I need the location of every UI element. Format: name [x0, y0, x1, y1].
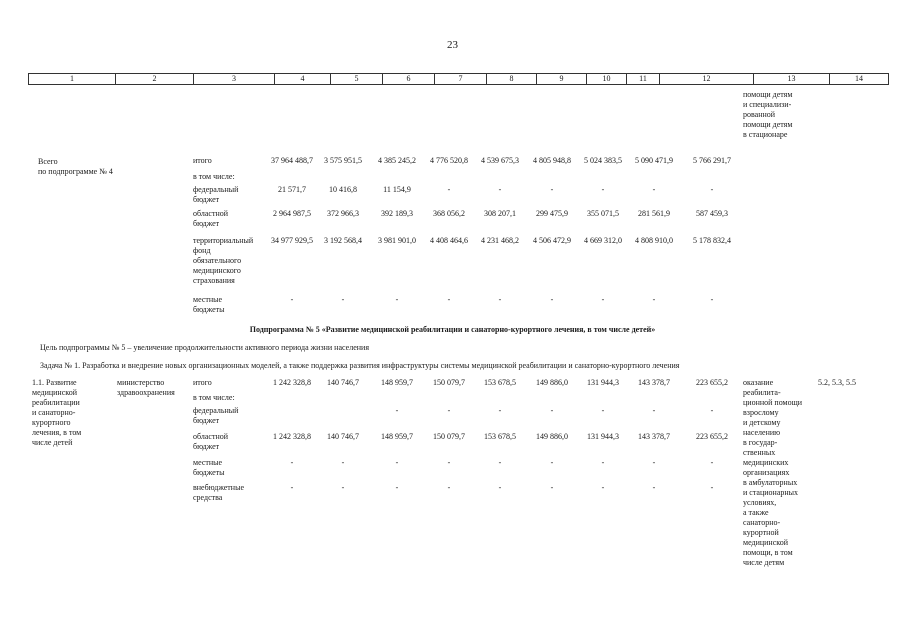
value-cell: -	[550, 483, 554, 492]
value-cell: 34 977 929,5	[271, 236, 313, 245]
value-cell: 368 056,2	[433, 209, 465, 218]
value-cell: 131 944,3	[587, 432, 619, 441]
column-number: 5	[331, 74, 383, 85]
value-cell: -	[652, 185, 656, 194]
value-cell: -	[395, 406, 399, 415]
value-cell: 140 746,7	[327, 378, 359, 387]
value-cell: 1 242 328,8	[273, 378, 311, 387]
value-cell: -	[710, 483, 714, 492]
source-label: областной бюджет	[193, 432, 229, 451]
value-cell: -	[341, 458, 345, 467]
value-cell: 3 981 901,0	[378, 236, 416, 245]
value-cell: 223 655,2	[696, 432, 728, 441]
column-number: 8	[487, 74, 537, 85]
item-indicators: 5.2, 5.3, 5.5	[818, 378, 856, 387]
value-cell: -	[447, 483, 451, 492]
continuation-result-text: помощи детям и специализи- рованной помощи детям в стационаре	[743, 90, 793, 139]
value-cell: -	[447, 295, 451, 304]
column-number: 1	[29, 74, 116, 85]
value-cell: -	[498, 295, 502, 304]
value-cell: 149 886,0	[536, 378, 568, 387]
column-number: 2	[116, 74, 194, 85]
value-cell: 4 539 675,3	[481, 156, 519, 165]
value-cell: -	[652, 458, 656, 467]
value-cell: -	[395, 483, 399, 492]
value-cell: 21 571,7	[278, 185, 306, 194]
value-cell: 4 231 468,2	[481, 236, 519, 245]
value-cell: 149 886,0	[536, 432, 568, 441]
value-cell: -	[550, 185, 554, 194]
column-number: 4	[275, 74, 331, 85]
value-cell: -	[498, 458, 502, 467]
value-cell: -	[290, 295, 294, 304]
value-cell: -	[341, 295, 345, 304]
source-label: в том числе:	[193, 393, 235, 402]
source-label: итого	[193, 156, 212, 165]
value-cell: 1 242 328,8	[273, 432, 311, 441]
value-cell: -	[395, 295, 399, 304]
value-cell: 587 459,3	[696, 209, 728, 218]
value-cell: 143 378,7	[638, 432, 670, 441]
value-cell: -	[710, 185, 714, 194]
value-cell: -	[498, 406, 502, 415]
value-cell: 392 189,3	[381, 209, 413, 218]
value-cell: -	[652, 483, 656, 492]
value-cell: -	[710, 458, 714, 467]
total-label: Всего по подпрограмме № 4	[38, 157, 113, 176]
value-cell: 281 561,9	[638, 209, 670, 218]
value-cell: -	[550, 406, 554, 415]
value-cell: -	[652, 406, 656, 415]
column-number: 12	[660, 74, 754, 85]
page-number: 23	[447, 39, 458, 51]
column-number: 6	[383, 74, 435, 85]
value-cell: 5 766 291,7	[693, 156, 731, 165]
goal-text: Цель подпрограммы № 5 – увеличение продолжительности активного периода жизни населения	[40, 343, 369, 352]
value-cell: -	[395, 458, 399, 467]
source-label: в том числе:	[193, 172, 235, 181]
value-cell: 150 079,7	[433, 432, 465, 441]
value-cell: 131 944,3	[587, 378, 619, 387]
value-cell: 10 416,8	[329, 185, 357, 194]
source-label: областной бюджет	[193, 209, 229, 228]
source-label: местные бюджеты	[193, 458, 225, 477]
column-number: 7	[435, 74, 487, 85]
value-cell: -	[601, 483, 605, 492]
value-cell: -	[447, 458, 451, 467]
column-number: 3	[194, 74, 275, 85]
value-cell: 37 964 488,7	[271, 156, 313, 165]
value-cell: -	[447, 406, 451, 415]
value-cell: 308 207,1	[484, 209, 516, 218]
column-number: 14	[830, 74, 889, 85]
value-cell: 150 079,7	[433, 378, 465, 387]
value-cell: 372 966,3	[327, 209, 359, 218]
task-text: Задача № 1. Разработка и внедрение новых организационных моделей, а также поддержка развития инфраструктуры системы медицинской реабилитации и санаторно-курортного лечения	[40, 361, 680, 370]
value-cell: 148 959,7	[381, 378, 413, 387]
value-cell: 153 678,5	[484, 432, 516, 441]
column-number: 13	[754, 74, 830, 85]
value-cell: -	[601, 406, 605, 415]
value-cell: 4 805 948,8	[533, 156, 571, 165]
value-cell: 5 178 832,4	[693, 236, 731, 245]
value-cell: 223 655,2	[696, 378, 728, 387]
value-cell: -	[447, 185, 451, 194]
column-number: 10	[587, 74, 627, 85]
value-cell: 2 964 987,5	[273, 209, 311, 218]
value-cell: 11 154,9	[383, 185, 411, 194]
source-label: внебюджетные средства	[193, 483, 244, 502]
value-cell: 4 506 472,9	[533, 236, 571, 245]
source-label: территориальный фонд обязательного медицинского страхования	[193, 236, 254, 285]
value-cell: 4 385 245,2	[378, 156, 416, 165]
value-cell: -	[550, 458, 554, 467]
item-name: 1.1. Развитие медицинской реабилитации и санаторно- курортного лечения, в том числе детей	[32, 378, 82, 447]
value-cell: -	[290, 458, 294, 467]
value-cell: -	[341, 483, 345, 492]
source-label: местные бюджеты	[193, 295, 225, 314]
value-cell: -	[601, 295, 605, 304]
source-label: итого	[193, 378, 212, 387]
column-number: 11	[627, 74, 660, 85]
value-cell: 143 378,7	[638, 378, 670, 387]
value-cell: 148 959,7	[381, 432, 413, 441]
value-cell: 299 475,9	[536, 209, 568, 218]
column-number: 9	[537, 74, 587, 85]
value-cell: -	[652, 295, 656, 304]
value-cell: 355 071,5	[587, 209, 619, 218]
value-cell: -	[601, 185, 605, 194]
value-cell: 3 575 951,5	[324, 156, 362, 165]
value-cell: -	[710, 295, 714, 304]
value-cell: 4 669 312,0	[584, 236, 622, 245]
source-label: федеральный бюджет	[193, 406, 239, 425]
value-cell: 4 408 464,6	[430, 236, 468, 245]
value-cell: 5 090 471,9	[635, 156, 673, 165]
value-cell: 3 192 568,4	[324, 236, 362, 245]
subprogram-title: Подпрограмма № 5 «Развитие медицинской реабилитации и санаторно-курортного лечения, в том числе детей»	[249, 325, 656, 334]
source-label: федеральный бюджет	[193, 185, 239, 204]
value-cell: 4 808 910,0	[635, 236, 673, 245]
value-cell: -	[498, 483, 502, 492]
value-cell: -	[550, 295, 554, 304]
value-cell: -	[290, 483, 294, 492]
value-cell: 5 024 383,5	[584, 156, 622, 165]
item-result: оказание реабилита- ционной помощи взрослому и детскому населению в государ- ственных медицинских организациях в амбулаторных и стационарных условиях, а также санаторно- курортной медицинской помощи, в том числе детям	[743, 378, 803, 567]
value-cell: 140 746,7	[327, 432, 359, 441]
value-cell: -	[710, 406, 714, 415]
item-executor: министерство здравоохранения	[117, 378, 175, 397]
column-number-header	[28, 73, 889, 85]
value-cell: 4 776 520,8	[430, 156, 468, 165]
value-cell: 153 678,5	[484, 378, 516, 387]
value-cell: -	[601, 458, 605, 467]
value-cell: -	[498, 185, 502, 194]
